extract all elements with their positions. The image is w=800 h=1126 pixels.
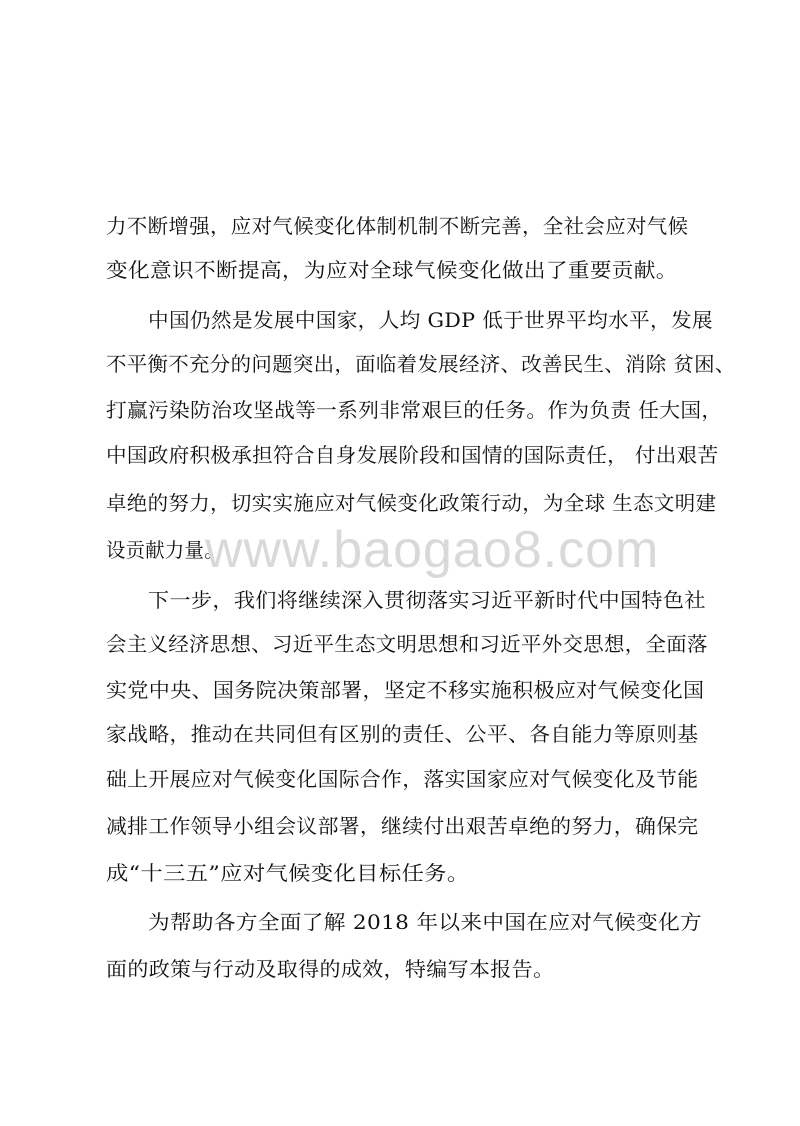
paragraph-3-line-4: 家战略，推动在共同但有区别的责任、公平、各自能力等原则基 <box>106 722 699 746</box>
paragraph-3-line-7: 成“十三五”应对气候变化目标任务。 <box>106 861 470 885</box>
paragraph-4-line-1: 为帮助各方全面了解 2018 年以来中国在应对气候变化方 <box>148 910 703 934</box>
paragraph-1-line-2: 变化意识不断提高，为应对全球气候变化做出了重要贡献。 <box>106 258 678 282</box>
paragraph-3-line-2: 会主义经济思想、习近平生态文明思想和习近平外交思想，全面落 <box>106 632 708 656</box>
paragraph-3-line-1: 下一步，我们将继续深入贯彻落实习近平新时代中国特色社 <box>148 588 706 612</box>
paragraph-2-line-3: 打赢污染防治攻坚战等一系列非常艰巨的任务。作为负责 任大国， <box>106 398 723 422</box>
paragraph-2-line-6: 设贡献力量。 <box>106 538 224 562</box>
paragraph-2-line-4: 中国政府积极承担符合自身发展阶段和国情的国际责任， 付出艰苦 <box>106 443 719 467</box>
paragraph-2-line-2: 不平衡不充分的问题突出，面临着发展经济、改善民生、消除 贫困、 <box>106 352 736 376</box>
paragraph-3-line-6: 减排工作领导小组会议部署，继续付出艰苦卓绝的努力，确保完 <box>106 814 699 838</box>
paragraph-1-line-1: 力不断增强，应对气候变化体制机制不断完善，全社会应对气候 <box>106 214 689 238</box>
paragraph-3-line-3: 实党中央、国务院决策部署，坚定不移实施积极应对气候变化国 <box>106 678 705 702</box>
watermark: www.baogao8.com <box>205 521 660 579</box>
paragraph-4-line-2: 面的政策与行动及取得的成效，特编写本报告。 <box>106 957 555 981</box>
paragraph-3-line-5: 础上开展应对气候变化国际合作，落实国家应对气候变化及节能 <box>106 767 699 791</box>
paragraph-2-line-5: 卓绝的努力，切实实施应对气候变化政策行动，为全球 生态文明建 <box>106 491 717 515</box>
paragraph-2-line-1: 中国仍然是发展中国家，人均 GDP 低于世界平均水平，发展 <box>148 308 713 332</box>
